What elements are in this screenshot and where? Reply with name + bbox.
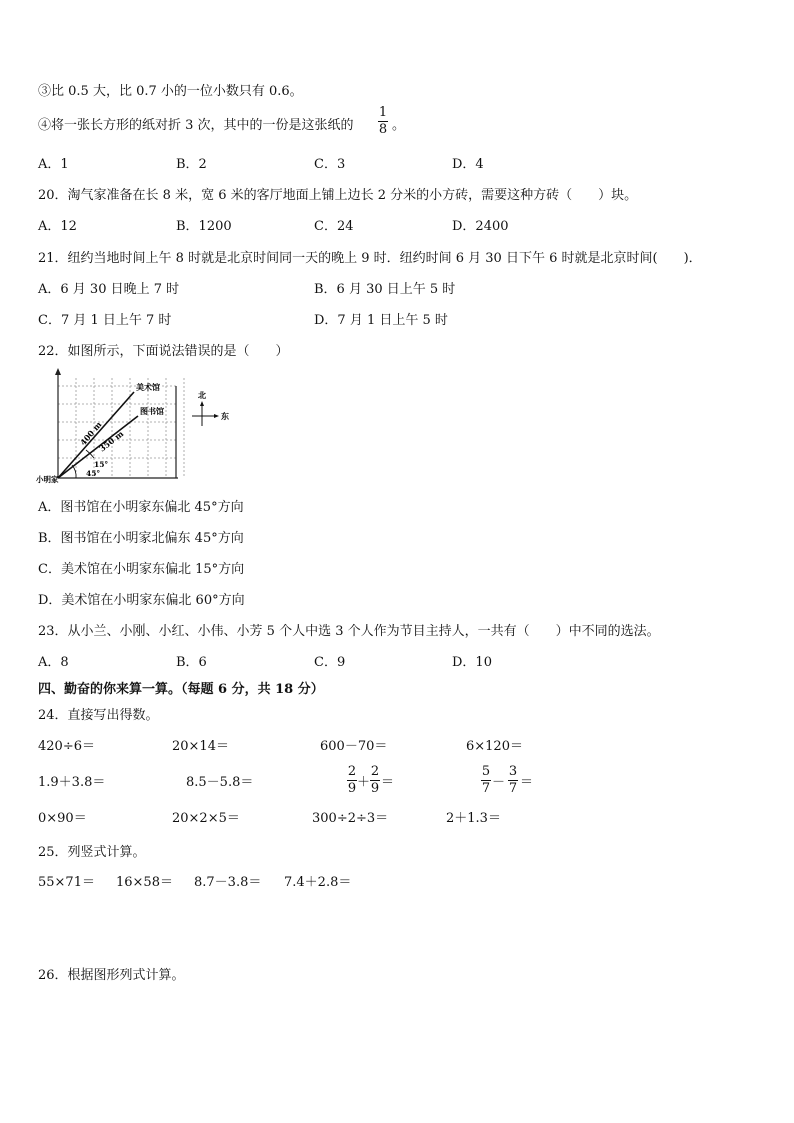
- fraction-numerator: 2: [347, 764, 357, 779]
- q23-option-a[interactable]: A．8: [38, 655, 69, 670]
- q25-item: 55×71＝: [38, 875, 95, 890]
- fraction-denominator: 9: [370, 781, 380, 796]
- compass-east-label: 东: [221, 411, 229, 421]
- museum-label: 美术馆: [136, 382, 160, 392]
- q19-option-a[interactable]: A．1: [38, 157, 69, 172]
- q21-stem: 21．纽约当地时间上午 8 时就是北京时间同一天的晚上 9 时．纽约时间 6 月 30 日下午 6 时就是北京时间( )．: [38, 251, 702, 266]
- q24-item: 600－70＝: [320, 739, 388, 754]
- q24-item: 6×120＝: [466, 739, 523, 754]
- fraction-numerator: 3: [508, 764, 518, 779]
- q19-option-b[interactable]: B．2: [176, 157, 207, 172]
- fraction-numerator: 2: [370, 764, 380, 779]
- q19-statement-4: [38, 118, 354, 134]
- q24-item: 20×2×5＝: [172, 811, 240, 826]
- fraction-numerator: 5: [481, 764, 491, 779]
- fraction-one-eighth: [378, 106, 388, 137]
- q20-option-d[interactable]: D．2400: [452, 219, 509, 234]
- fraction-denominator: 7: [508, 781, 518, 796]
- q24-item: 20×14＝: [172, 739, 229, 754]
- q24-item: 420÷6＝: [38, 739, 95, 754]
- north-axis-arrow-icon: [55, 368, 61, 375]
- q19-statement-3: ③比 0.5 大，比 0.7 小的一位小数只有 0.6。: [38, 84, 303, 99]
- q24-fraction-c: [481, 765, 491, 796]
- q21-option-d[interactable]: D．7 月 1 日上午 5 时: [314, 313, 448, 328]
- q23-option-c[interactable]: C．9: [314, 655, 346, 670]
- q24-item: 300÷2÷3＝: [312, 811, 389, 826]
- q23-option-b[interactable]: B．6: [176, 655, 207, 670]
- fraction-denominator: 8: [378, 122, 388, 137]
- q24-equals: ＝: [381, 775, 395, 790]
- q25-stem: 25．列竖式计算。: [38, 845, 146, 860]
- angle-15-label: 15°: [94, 460, 109, 469]
- q25-item: 16×58＝: [116, 875, 173, 890]
- q22-stem: 22．如图所示，下面说法错误的是（ ）: [38, 344, 289, 359]
- q19-statement-4-text: ④将一张长方形的纸对折 3 次，其中的一份是这张纸的: [38, 118, 354, 133]
- q26-stem: 26．根据图形列式计算。: [38, 968, 185, 983]
- q24-item: 0×90＝: [38, 811, 87, 826]
- q23-option-d[interactable]: D．10: [452, 655, 492, 670]
- section-4-heading: 四、勤奋的你来算一算。（每题 6 分，共 18 分）: [38, 682, 324, 697]
- q24-item: 1.9＋3.8＝: [38, 775, 106, 790]
- q20-option-a[interactable]: A．12: [38, 219, 77, 234]
- q24-fraction-a: [347, 765, 357, 796]
- library-distance-label: 350 m: [97, 428, 126, 454]
- q25-item: 8.7－3.8＝: [194, 875, 262, 890]
- fraction-denominator: 7: [481, 781, 491, 796]
- q24-operator: －: [492, 775, 506, 790]
- museum-distance-label: 400 m: [77, 419, 104, 448]
- q22-option-b[interactable]: B．图书馆在小明家北偏东 45°方向: [38, 531, 244, 546]
- q23-stem: 23．从小兰、小刚、小红、小伟、小芳 5 个人中选 3 个人作为节目主持人，一共有（ ）中不同的选法。: [38, 624, 660, 639]
- q24-fraction-d: [508, 765, 518, 796]
- q19-option-c[interactable]: C．3: [314, 157, 346, 172]
- q24-fraction-b: [370, 765, 380, 796]
- q24-stem: 24．直接写出得数。: [38, 708, 159, 723]
- q21-option-a[interactable]: A．6 月 30 日晚上 7 时: [38, 282, 180, 297]
- q20-option-c[interactable]: C．24: [314, 219, 354, 234]
- fraction-numerator: 1: [378, 105, 388, 120]
- q22-option-a[interactable]: A．图书馆在小明家东偏北 45°方向: [38, 500, 244, 515]
- q19-option-d[interactable]: D．4: [452, 157, 484, 172]
- library-label: 图书馆: [140, 406, 164, 416]
- q22-option-c[interactable]: C．美术馆在小明家东偏北 15°方向: [38, 562, 245, 577]
- q24-operator: ＋: [357, 775, 371, 790]
- q24-item: 2＋1.3＝: [446, 811, 501, 826]
- direction-map-figure: [36, 366, 236, 490]
- compass-icon: [192, 401, 219, 426]
- angle-45-label: 45°: [86, 469, 101, 478]
- q20-option-b[interactable]: B．1200: [176, 219, 232, 234]
- q24-equals: ＝: [520, 775, 534, 790]
- q25-item: 7.4＋2.8＝: [284, 875, 352, 890]
- q24-item: 8.5－5.8＝: [186, 775, 254, 790]
- q21-option-b[interactable]: B．6 月 30 日上午 5 时: [314, 282, 456, 297]
- q22-option-d[interactable]: D．美术馆在小明家东偏北 60°方向: [38, 593, 245, 608]
- home-label: 小明家: [36, 475, 59, 484]
- compass-north-label: 北: [198, 390, 206, 400]
- q19-statement-4-end: 。: [392, 118, 406, 133]
- q20-stem: 20．淘气家准备在长 8 米，宽 6 米的客厅地面上铺上边长 2 分米的小方砖，需要这种方砖（ ）块。: [38, 188, 638, 203]
- fraction-denominator: 9: [347, 781, 357, 796]
- q21-option-c[interactable]: C．7 月 1 日上午 7 时: [38, 313, 172, 328]
